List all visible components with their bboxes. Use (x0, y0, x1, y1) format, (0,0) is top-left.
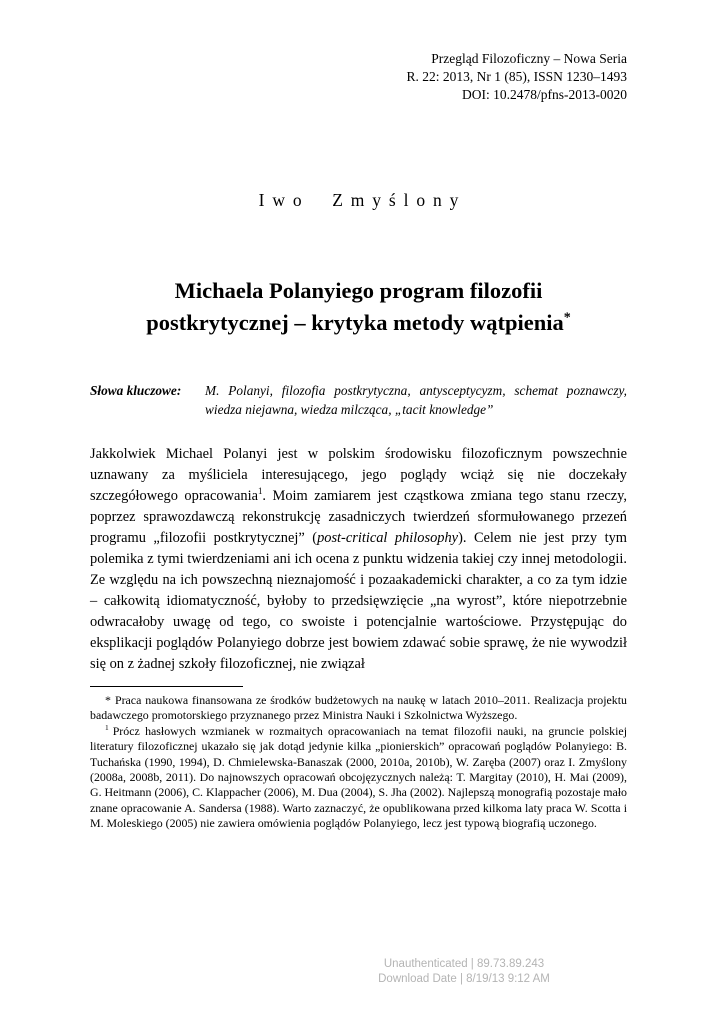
journal-issue-issn: R. 22: 2013, Nr 1 (85), ISSN 1230–1493 (406, 69, 627, 84)
paper-title-line1: Michaela Polanyiego program filozofii (174, 278, 543, 303)
body-paragraph (90, 444, 627, 675)
keywords-block (90, 381, 627, 419)
watermark-unauthenticated-line: Unauthenticated | 89.73.89.243 (383, 958, 545, 970)
footnotes-block (90, 693, 627, 832)
paper-title (90, 275, 627, 339)
keywords-text: M. Polanyi, filozofia postkrytyczna, antysceptycyzm, schemat poznawczy, wiedza niejawna, wiedza milcząca, „tacit knowledge” (205, 383, 627, 417)
journal-doi: DOI: 10.2478/pfns-2013-0020 (462, 87, 627, 102)
journal-name: Przegląd Filozoficzny – Nowa Seria (431, 51, 627, 66)
paper-title-line2: postkrytycznej – krytyka metody wątpienia (146, 310, 564, 335)
footnote-star (90, 693, 627, 724)
author-name: Iwo Zmyślony (258, 190, 467, 210)
footnote-star-marker: * (105, 693, 111, 707)
title-footnote-marker: * (563, 310, 571, 326)
footnote-1 (90, 724, 627, 832)
body-text-segment: . Moim zamiarem jest cząstkowa zmiana tego stanu rzeczy, poprzez sprawozdawczą rekonstrukcję zasadniczych twierdzeń sformułowanego przezeń programu „filozofii postkrytycznej” ( (90, 488, 627, 546)
footnote-1-marker: 1 (105, 722, 109, 732)
footnote-reference-1: 1 (257, 486, 263, 497)
footnote-star-text: Praca naukowa finansowana ze środków budżetowych na naukę w latach 2010–2011. Realizacja projektu badawczego promotorskiego przyznanego przez Ministra Nauki i Szkolnictwa Wyższego. (90, 693, 627, 723)
access-watermark (378, 957, 550, 987)
journal-header (90, 50, 627, 104)
watermark-download-date-line: Download Date | 8/19/13 9:12 AM (378, 973, 550, 985)
keywords-label: Słowa kluczowe: (90, 383, 182, 398)
body-text-segment: ). Celem nie jest przy tym polemika z tymi twierdzeniami ani ich ocena z punktu widzenia takiej czy innej metodologii. Ze względu na ich powszechną nieznajomość i pozaakademicki charakter, a co za tym idzie – całkowitą idiomatyczność, byłoby to przedsięwzięcie „na wyrost”, które niepotrzebnie odwracałoby uwagę od tego, co swoiste i potencjalnie wartościowe. Przystępując do eksplikacji poglądów Polanyiego dobrze jest bowiem zdawać sobie sprawę, że nie wywodził się on z żadnej szkoły filozoficznej, nie związał (90, 530, 627, 672)
footnote-1-text: Prócz hasłowych wzmianek w rozmaitych opracowaniach na temat filozofii nauki, na gruncie polskiej literatury filozoficznej ukazało się jak dotąd jedynie kilka „pionierskich” opracowań poglądów Polanyiego: B. Tuchańska (1990, 1994), D. Chmielewska-Banaszak (2000, 2010a, 2010b), W. Zaręba (2007) oraz I. Zmyślony (2008a, 2008b, 2011). Do najnowszych opracowań obcojęzycznych należą: T. Margitay (2010), H. Mai (2009), G. Heitmann (2006), C. Klappacher (2006), M. Dua (2004), S. Jha (2002). Najlepszą monografią pozostaje mało znane opracowanie A. Sandersa (1988). Warto zaznaczyć, że opublikowana przed kilkoma laty praca W. Scotta i M. Moleskiego (2005) nie zawiera omówienia poglądów Polanyiego, lecz jest typową biografią uczonego. (90, 723, 627, 831)
body-text-italic-segment: post-critical philosophy (317, 530, 459, 546)
body-text-segment: Jakkolwiek Michael Polanyi jest w polskim środowisku filozoficznym powszechnie uznawany za myśliciela interesującego, jego poglądy wciąż się nie doczekały szczegółowego opracowania (90, 446, 627, 504)
footnote-separator (90, 686, 243, 687)
